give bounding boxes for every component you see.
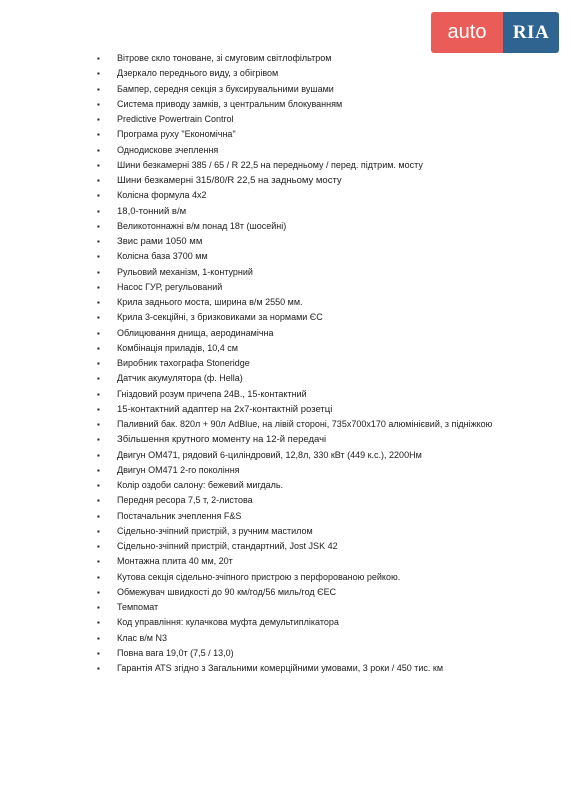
list-item: [93, 539, 541, 554]
bullet-icon: ▪: [97, 282, 100, 292]
list-item: [93, 341, 541, 356]
logo-auto-text: auto: [431, 12, 503, 53]
list-item-text: Колісна база 3700 мм: [117, 251, 208, 262]
equipment-list: [93, 51, 541, 676]
list-item-text: Шини безкамерні 315/80/R 22,5 на задньому мосту: [117, 175, 342, 186]
list-item: [93, 585, 541, 600]
bullet-icon: ▪: [97, 435, 100, 445]
list-item-text: Вітрове скло тоноване, зі смуговим світлофільтром: [117, 53, 332, 63]
list-item-text: Програма руху "Економічна": [117, 129, 236, 140]
list-item: [93, 234, 541, 249]
bullet-icon: ▪: [97, 420, 100, 429]
list-item-text: Повна вага 19,0т (7,5 / 13,0): [117, 647, 234, 658]
list-item: [93, 51, 541, 66]
list-item: [93, 112, 541, 127]
list-item-text: Кутова секція сідельно-зчіпного пристрою з перфорованою рейкою.: [117, 571, 401, 582]
list-item: [93, 188, 541, 203]
list-item-text: Звис рами 1050 мм: [117, 236, 203, 247]
logo-ria-text: RIA: [503, 12, 559, 53]
list-item: [93, 97, 541, 112]
list-item-text: Система приводу замків, з центральним блокуванням: [117, 98, 343, 109]
bullet-icon: ▪: [97, 343, 100, 353]
bullet-icon: ▪: [97, 160, 100, 170]
list-item-text: Сідельно-зчіпний пристрій, стандартний, Jost JSK 42: [117, 541, 338, 551]
list-item-text: Насос ГУР, регульований: [117, 281, 223, 292]
bullet-icon: ▪: [97, 465, 100, 475]
list-item: [93, 280, 541, 295]
list-item: [93, 631, 541, 646]
list-item-text: Predictive Powertrain Control: [117, 114, 234, 124]
list-item: [93, 66, 541, 81]
bullet-icon: ▪: [97, 359, 100, 368]
list-item: [93, 326, 541, 341]
list-item: [93, 448, 541, 463]
list-item: [93, 310, 541, 325]
list-item: [93, 82, 541, 97]
list-item: [93, 402, 541, 417]
list-item-text: Крила 3-секційні, з бризковиками за нормами ЄС: [117, 312, 323, 323]
bullet-icon: ▪: [97, 511, 100, 521]
bullet-icon: ▪: [97, 267, 100, 277]
bullet-icon: ▪: [97, 664, 100, 673]
list-item-text: Сідельно-зчіпний пристрій, з ручним мастилом: [117, 525, 313, 536]
list-item-text: 15-контактний адаптер на 2х7-контактній розетці: [117, 403, 333, 415]
list-item-text: Двигун ОМ471 2-го покоління: [117, 464, 240, 475]
bullet-icon: ▪: [97, 542, 100, 551]
list-item: [93, 600, 541, 615]
bullet-icon: ▪: [97, 481, 100, 490]
list-item-text: Гарантія ATS згідно з Загальними комерційними умовами, 3 роки / 450 тис. км: [117, 663, 444, 673]
bullet-icon: ▪: [97, 130, 100, 140]
list-item-text: Двигун ОМ471, рядовий 6-циліндровий, 12,8л, 330 кВт (449 к.с.), 2200Нм: [117, 449, 422, 460]
bullet-icon: ▪: [97, 206, 100, 216]
list-item-text: Виробник тахографа Stoneridge: [117, 358, 250, 368]
bullet-icon: ▪: [97, 648, 100, 658]
list-item-text: Паливний бак. 820л + 90л AdBlue, на лівій стороні, 735х700х170 алюмінієвий, з підніжкою: [117, 419, 493, 429]
list-item: [93, 463, 541, 478]
bullet-icon: ▪: [97, 587, 100, 597]
bullet-icon: ▪: [97, 633, 100, 643]
list-item-text: Шини безкамерні 385 / 65 / R 22,5 на передньому / перед. підтрим. мосту: [117, 159, 423, 170]
list-item: [93, 509, 541, 524]
list-item: [93, 204, 541, 219]
list-item-text: Гніздовий розум причепа 24В., 15-контактний: [117, 388, 307, 399]
list-item: [93, 356, 541, 371]
list-item: [93, 249, 541, 264]
bullet-icon: ▪: [97, 84, 100, 94]
list-item: [93, 127, 541, 142]
list-item-text: 18,0-тонний в/м: [117, 205, 187, 217]
bullet-icon: ▪: [97, 557, 100, 567]
list-item: [93, 158, 541, 173]
bullet-icon: ▪: [97, 298, 100, 307]
list-item: [93, 661, 541, 676]
list-item-text: Однодискове зчеплення: [117, 144, 219, 155]
list-item-text: Дзеркало переднього виду, з обігрівом: [117, 68, 279, 79]
bullet-icon: ▪: [97, 54, 100, 63]
list-item: [93, 478, 541, 493]
bullet-icon: ▪: [97, 69, 100, 79]
bullet-icon: ▪: [97, 496, 100, 506]
list-item: [93, 493, 541, 508]
list-item-text: Колір оздоби салону: бежевий мигдаль.: [117, 480, 284, 490]
list-item-text: Рульовий механізм, 1-контурний: [117, 266, 253, 277]
bullet-icon: ▪: [97, 404, 100, 414]
list-item-text: Збільшення крутного моменту на 12-й передачі: [117, 434, 327, 446]
bullet-icon: ▪: [97, 603, 100, 612]
bullet-icon: ▪: [97, 313, 100, 323]
list-item-text: Обмежувач швидкості до 90 км/год/56 миль/год ЄЕС: [117, 586, 337, 597]
bullet-icon: ▪: [97, 572, 100, 582]
list-item-text: Бампер, середня секція з буксирувальними вушами: [117, 83, 334, 94]
list-item-text: Передня ресора 7,5 т, 2-листова: [117, 495, 253, 506]
list-item-text: Постачальник зчеплення F&S: [117, 510, 242, 521]
list-item: [93, 295, 541, 310]
bullet-icon: ▪: [97, 252, 100, 262]
bullet-icon: ▪: [97, 450, 100, 460]
list-item: [93, 143, 541, 158]
list-item-text: Клас в/м N3: [117, 632, 167, 643]
list-item: [93, 615, 541, 630]
autoria-logo[interactable]: [431, 12, 559, 53]
bullet-icon: ▪: [97, 115, 100, 124]
bullet-icon: ▪: [97, 526, 100, 536]
bullet-icon: ▪: [97, 237, 100, 246]
list-item-text: Колісна формула 4х2: [117, 190, 207, 201]
list-item-text: Великотоннажні в/м понад 18т (шосейні): [117, 220, 287, 231]
bullet-icon: ▪: [97, 176, 100, 185]
list-item: [93, 646, 541, 661]
list-item: [93, 570, 541, 585]
list-item-text: Темпомат: [117, 602, 159, 612]
bullet-icon: ▪: [97, 618, 100, 628]
list-item-text: Облицювання днища, аеродинамічна: [117, 327, 274, 338]
bullet-icon: ▪: [97, 374, 100, 384]
list-item-text: Код управління: кулачкова муфта демультиплікатора: [117, 617, 339, 628]
bullet-icon: ▪: [97, 145, 100, 155]
list-item-text: Крила заднього моста, ширина в/м 2550 мм.: [117, 297, 303, 307]
list-item-text: Датчик акумулятора (ф. Hella): [117, 373, 243, 384]
bullet-icon: ▪: [97, 389, 100, 399]
list-item: [93, 173, 541, 188]
list-item: [93, 371, 541, 386]
list-item-text: Комбінація приладів, 10,4 см: [117, 342, 238, 353]
list-item: [93, 524, 541, 539]
bullet-icon: ▪: [97, 99, 100, 109]
list-item: [93, 417, 541, 432]
bullet-icon: ▪: [97, 328, 100, 338]
list-item: [93, 387, 541, 402]
bullet-icon: ▪: [97, 191, 100, 201]
bullet-icon: ▪: [97, 221, 100, 231]
list-item: [93, 265, 541, 280]
list-item: [93, 432, 541, 447]
list-item-text: Монтажна плита 40 мм, 20т: [117, 556, 233, 567]
list-item: [93, 554, 541, 569]
list-item: [93, 219, 541, 234]
